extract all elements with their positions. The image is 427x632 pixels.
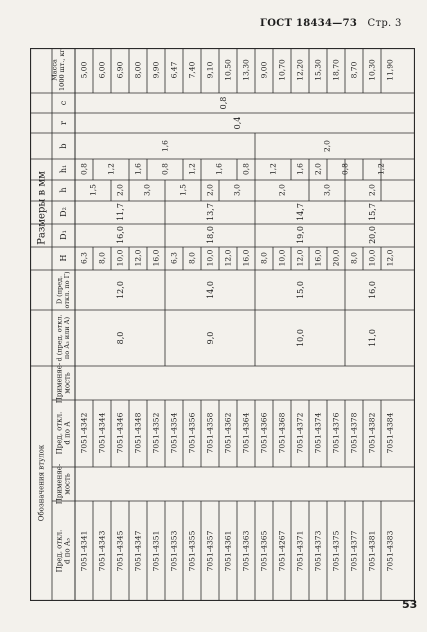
row-height-H [134, 249, 143, 266]
row-height-H [224, 249, 233, 266]
row-designation-a3-line: 7051-4383 [385, 530, 395, 572]
col-header-mass-line: 1000 шт., кг [58, 49, 67, 91]
group-D2-line: 11,7 [115, 203, 125, 221]
row-height-H-line: 8,0 [97, 252, 107, 264]
row-designation-a3 [332, 530, 341, 571]
group-D1-line: 16,0 [115, 226, 125, 244]
group-D2-line: 14,7 [295, 203, 305, 221]
value-h1 [80, 163, 89, 175]
col-header-h1-line: h₁ [58, 164, 68, 174]
row-designation-a3 [296, 531, 305, 572]
value-h-line: 3,0 [322, 184, 332, 196]
col-header-primenyaemost-a [55, 463, 71, 504]
row-designation-a-line: 7051-4342 [79, 412, 89, 454]
col-header-h-line: h [58, 187, 68, 193]
row-designation-a-line: 7051-4362 [223, 412, 233, 454]
row-designation-a-line: 7051-4366 [259, 412, 269, 454]
value-h [179, 184, 188, 196]
group-D1 [116, 226, 125, 244]
value-h1-line: 1,2 [187, 163, 197, 175]
row-designation-a3-line: 7051-4371 [295, 530, 305, 572]
col-header-mass [51, 48, 67, 91]
row-mass-line: 5,00 [79, 61, 89, 79]
row-designation-a3 [242, 530, 251, 571]
group-D-line: 14,0 [205, 281, 215, 299]
row-designation-a3 [134, 530, 143, 571]
group-D-line: 12,0 [115, 281, 125, 299]
row-mass-line: 8,00 [133, 61, 143, 79]
row-height-H [350, 252, 359, 264]
row-height-H-line: 10,0 [277, 249, 287, 267]
row-designation-a-line: 7051-4352 [151, 412, 161, 454]
col-header-a-line: Пред. откл. [55, 411, 64, 455]
row-designation-a3-line: 7051-4351 [151, 530, 161, 572]
row-designation-a [296, 412, 305, 453]
col-header-r-line: r [58, 121, 68, 125]
row-mass-line: 13,30 [241, 59, 251, 81]
value-h1 [107, 163, 116, 175]
row-height-H [332, 249, 341, 266]
group-d-line: 8,0 [115, 331, 125, 345]
row-designation-a [314, 412, 323, 453]
value-h [278, 184, 287, 196]
col-header-d-line: d (пред. откл. [55, 314, 64, 362]
row-height-H-line: 16,0 [313, 249, 323, 267]
group-d [116, 332, 125, 345]
row-designation-a3 [206, 530, 215, 571]
row-designation-a [332, 412, 341, 453]
row-designation-a3 [350, 530, 359, 571]
row-mass [134, 61, 143, 78]
group-D-line: 15,0 [295, 281, 305, 299]
group-D [206, 281, 215, 299]
group-D2 [206, 203, 215, 221]
row-designation-a3 [152, 531, 161, 572]
value-h1 [161, 163, 170, 175]
row-height-H [242, 249, 251, 266]
value-h1 [269, 163, 278, 175]
row-height-H-line: 16,0 [151, 249, 161, 267]
row-designation-a3-line: 7051-4355 [187, 530, 197, 572]
value-h1 [134, 163, 143, 175]
row-designation-a3-line: 7051-4375 [331, 530, 341, 572]
row-designation-a3-line: 7051-4365 [259, 530, 269, 572]
row-mass-line: 10,70 [277, 59, 287, 81]
row-designation-a3 [188, 530, 197, 571]
col-header-D1-line: D₁ [58, 230, 68, 240]
value-h-line: 2,0 [367, 184, 377, 196]
row-designation-a [350, 412, 359, 453]
row-designation-a-line: 7051-4344 [97, 412, 107, 454]
col-header-h1 [59, 165, 68, 173]
row-designation-a3 [314, 530, 323, 571]
group-D [368, 281, 377, 299]
row-height-H-line: 12,0 [385, 249, 395, 267]
row-height-H-line: 12,0 [295, 249, 305, 267]
group-D1 [296, 226, 305, 244]
page-number: 53 [402, 598, 418, 611]
group-D2 [368, 203, 377, 221]
value-h1-line: 0,8 [241, 163, 251, 175]
group-D2-line: 15,7 [367, 203, 377, 221]
sizes-title-label [37, 171, 48, 245]
group-d [296, 329, 305, 347]
row-designation-a3 [260, 530, 269, 571]
col-header-a-line: d по А [63, 421, 72, 445]
value-h1-line: 1,6 [295, 163, 305, 175]
row-mass-line: 6,90 [115, 61, 125, 79]
col-header-primenyaemost-b-line: Применяе- [55, 362, 64, 404]
row-mass [242, 59, 251, 81]
row-designation-a-line: 7051-4364 [241, 412, 251, 454]
value-h [368, 184, 377, 196]
value-h [116, 184, 125, 196]
group-D1 [368, 226, 377, 244]
row-mass-line: 11,90 [385, 59, 395, 81]
row-height-H [188, 252, 197, 264]
table-frame [31, 49, 415, 601]
group-d-line: 11,0 [367, 329, 377, 347]
row-mass [332, 59, 341, 81]
row-mass-line: 8,70 [349, 61, 359, 79]
row-designation-a3 [116, 530, 125, 571]
row-designation-a3 [170, 530, 179, 571]
group-D2-line: 13,7 [205, 203, 215, 221]
row-mass-line: 12,20 [295, 59, 305, 81]
value-h [143, 184, 152, 196]
value-h-line: 2,0 [277, 184, 287, 196]
value-h-line: 3,0 [232, 184, 242, 196]
value-h1 [215, 163, 224, 175]
value-b [161, 140, 170, 152]
row-height-H [386, 249, 395, 266]
col-header-a3 [55, 530, 71, 573]
col-header-b-line: b [58, 143, 68, 149]
col-header-primenyaemost-a-line: мость [63, 473, 72, 495]
page-reference: Стр. 3 [367, 18, 402, 29]
row-mass [278, 59, 287, 81]
row-height-H [296, 249, 305, 266]
group-D2 [296, 203, 305, 221]
row-designation-a3 [80, 531, 89, 572]
row-designation-a-line: 7051-4374 [313, 412, 323, 454]
row-mass-line: 9,00 [259, 61, 269, 79]
row-height-H-line: 8,0 [259, 252, 269, 264]
row-height-H [98, 252, 107, 264]
row-designation-a [152, 412, 161, 453]
row-designation-a3-line: 7051-4353 [169, 530, 179, 572]
row-designation-a [242, 412, 251, 453]
col-header-primenyaemost-b-line: мость [63, 372, 72, 394]
row-designation-a [98, 412, 107, 453]
col-header-h [59, 187, 68, 192]
row-mass [80, 61, 89, 78]
value-h1-line: 1,2 [268, 163, 278, 175]
group-header-label-line: Обозначения втулок [37, 444, 46, 522]
value-b-line: 2,0 [322, 140, 332, 152]
col-header-primenyaemost-a-line: Применяе- [55, 463, 64, 505]
col-header-D1 [59, 230, 68, 240]
row-mass [170, 61, 179, 78]
row-height-H [278, 249, 287, 266]
value-h1-line: 2,0 [313, 163, 323, 175]
group-d-line: 10,0 [295, 329, 305, 347]
row-designation-a [170, 412, 179, 453]
value-b-line: 1,6 [160, 140, 170, 152]
row-mass [314, 59, 323, 81]
row-mass [350, 61, 359, 78]
row-designation-a-line: 7051-4376 [331, 412, 341, 454]
group-D1 [206, 226, 215, 244]
value-h-line: 1,5 [88, 184, 98, 196]
value-h1-line: 0,8 [79, 163, 89, 175]
row-mass [188, 61, 197, 78]
row-mass-line: 10,30 [367, 59, 377, 81]
row-height-H-line: 10,0 [115, 249, 125, 267]
group-D2 [116, 203, 125, 221]
row-designation-a-line: 7051-4378 [349, 412, 359, 454]
row-height-H-line: 16,0 [241, 249, 251, 267]
row-designation-a3-line: 7051-4373 [313, 530, 323, 572]
row-height-H [116, 249, 125, 266]
value-b [323, 140, 332, 152]
col-header-r [59, 121, 68, 125]
row-height-H-line: 20,0 [331, 249, 341, 267]
row-mass-line: 6,00 [97, 61, 107, 79]
table-drawing [30, 48, 415, 601]
row-mass [98, 61, 107, 78]
row-designation-a [278, 412, 287, 453]
row-designation-a-line: 7051-4358 [205, 412, 215, 454]
row-designation-a-line: 7051-4354 [169, 412, 179, 454]
row-mass [260, 61, 269, 78]
col-header-D2 [59, 207, 68, 217]
dimensions-table [30, 48, 415, 601]
row-mass-line: 7,40 [187, 61, 197, 79]
row-height-H-line: 12,0 [223, 249, 233, 267]
row-designation-a3-line: 7051-4267 [277, 530, 287, 572]
col-header-D-line: откл. по Г) [63, 271, 72, 309]
row-designation-a [80, 412, 89, 453]
group-d [206, 332, 215, 345]
row-height-H-line: 8,0 [187, 252, 197, 264]
value-h-line: 3,0 [142, 184, 152, 196]
row-height-H-line: 12,0 [133, 249, 143, 267]
col-header-a [55, 412, 71, 455]
row-designation-a3 [386, 530, 395, 571]
row-height-H-line: 6,3 [169, 252, 179, 264]
row-mass [386, 59, 395, 81]
row-mass-line: 18,70 [331, 59, 341, 81]
row-designation-a3 [224, 531, 233, 572]
row-designation-a [386, 412, 395, 453]
row-designation-a [206, 412, 215, 453]
page-header [260, 18, 402, 29]
value-h1 [377, 163, 386, 175]
row-height-H-line: 6,3 [79, 252, 89, 264]
col-header-mass-line: Масса [50, 59, 59, 81]
row-mass-line: 15,30 [313, 59, 323, 81]
col-header-H-line: H [58, 254, 68, 262]
row-mass-line: 9,90 [151, 61, 161, 79]
row-mass [116, 61, 125, 78]
value-c [219, 97, 228, 110]
group-D [296, 281, 305, 299]
row-mass-line: 10,50 [223, 59, 233, 81]
row-height-H [314, 249, 323, 266]
row-mass [206, 61, 215, 78]
row-designation-a3 [368, 531, 377, 572]
col-header-D2-line: D₂ [58, 207, 68, 217]
row-designation-a3 [278, 530, 287, 571]
value-h [233, 184, 242, 196]
value-h1-line: 0,8 [340, 163, 350, 175]
row-designation-a [368, 412, 377, 453]
value-h-line: 2,0 [205, 184, 215, 196]
group-d [368, 329, 377, 347]
col-header-d [56, 314, 72, 361]
row-height-H [152, 249, 161, 266]
col-header-a3-line: Пред. откл. [55, 529, 64, 573]
row-designation-a-line: 7051-4368 [277, 412, 287, 454]
row-height-H-line: 10,0 [367, 249, 377, 267]
value-h-line: 1,5 [178, 184, 188, 196]
value-h1 [188, 163, 197, 175]
row-designation-a3-line: 7051-4363 [241, 530, 251, 572]
row-mass [296, 59, 305, 81]
col-header-primenyaemost-b [55, 362, 71, 403]
value-h [323, 184, 332, 196]
row-height-H [170, 252, 179, 264]
row-designation-a-line: 7051-4346 [115, 412, 125, 454]
row-height-H [260, 252, 269, 264]
value-r [233, 117, 242, 130]
row-designation-a [116, 412, 125, 453]
group-D1-line: 20,0 [367, 226, 377, 244]
row-designation-a-line: 7051-4348 [133, 412, 143, 454]
row-designation-a [188, 412, 197, 453]
col-header-d-line: по А₃ или А) [63, 316, 72, 360]
row-mass [368, 59, 377, 81]
col-header-D [56, 271, 72, 308]
row-designation-a3 [98, 530, 107, 571]
value-c-line: 0,8 [218, 96, 228, 110]
group-D-line: 16,0 [367, 281, 377, 299]
row-mass [152, 61, 161, 78]
value-r-line: 0,4 [232, 116, 242, 130]
row-mass-line: 9,10 [205, 61, 215, 79]
row-designation-a3-line: 7051-4377 [349, 530, 359, 572]
value-h [206, 184, 215, 196]
value-h1-line: 0,8 [160, 163, 170, 175]
value-h1-line: 1,6 [133, 163, 143, 175]
group-D [116, 281, 125, 299]
row-height-H-line: 8,0 [349, 252, 359, 264]
value-h1 [296, 163, 305, 175]
value-h [89, 184, 98, 196]
group-D1-line: 18,0 [205, 226, 215, 244]
row-designation-a [260, 412, 269, 453]
col-header-c [59, 100, 68, 105]
value-h1-line: 1,6 [214, 163, 224, 175]
row-height-H [80, 252, 89, 264]
gost-code: ГОСТ 18434—73 [260, 18, 358, 29]
row-height-H-line: 10,0 [205, 249, 215, 267]
sizes-title-label-line: Размеры в мм [36, 171, 48, 245]
row-designation-a3-line: 7051-4345 [115, 530, 125, 572]
value-h1 [341, 163, 350, 175]
row-designation-a3-line: 7051-4341 [79, 530, 89, 572]
value-h1 [242, 163, 251, 175]
row-designation-a-line: 7051-4382 [367, 412, 377, 454]
row-designation-a3-line: 7051-4357 [205, 530, 215, 572]
row-designation-a-line: 7051-4384 [385, 412, 395, 454]
row-mass [224, 59, 233, 81]
row-height-H [368, 249, 377, 266]
value-h-line: 2,0 [115, 184, 125, 196]
row-designation-a [224, 412, 233, 453]
row-designation-a [134, 412, 143, 453]
row-designation-a-line: 7051-4372 [295, 412, 305, 454]
group-d-line: 9,0 [205, 331, 215, 345]
value-h1-line: 1,2 [106, 163, 116, 175]
col-header-b [59, 143, 68, 148]
group-D1-line: 19,0 [295, 226, 305, 244]
value-h1 [314, 163, 323, 175]
row-designation-a3-line: 7051-4381 [367, 530, 377, 572]
row-mass-line: 6,47 [169, 61, 179, 79]
col-header-a3-line: d по А₃ [63, 538, 72, 564]
value-h1-line: 1,2 [376, 163, 386, 175]
col-header-H [59, 254, 68, 261]
row-designation-a3-line: 7051-4347 [133, 530, 143, 572]
row-designation-a3-line: 7051-4343 [97, 530, 107, 572]
col-header-c-line: c [58, 100, 68, 106]
row-designation-a3-line: 7051-4361 [223, 530, 233, 572]
row-height-H [206, 249, 215, 266]
row-designation-a-line: 7051-4356 [187, 412, 197, 454]
group-header-label [37, 444, 45, 521]
col-header-D-line: D (пред. [55, 275, 64, 305]
